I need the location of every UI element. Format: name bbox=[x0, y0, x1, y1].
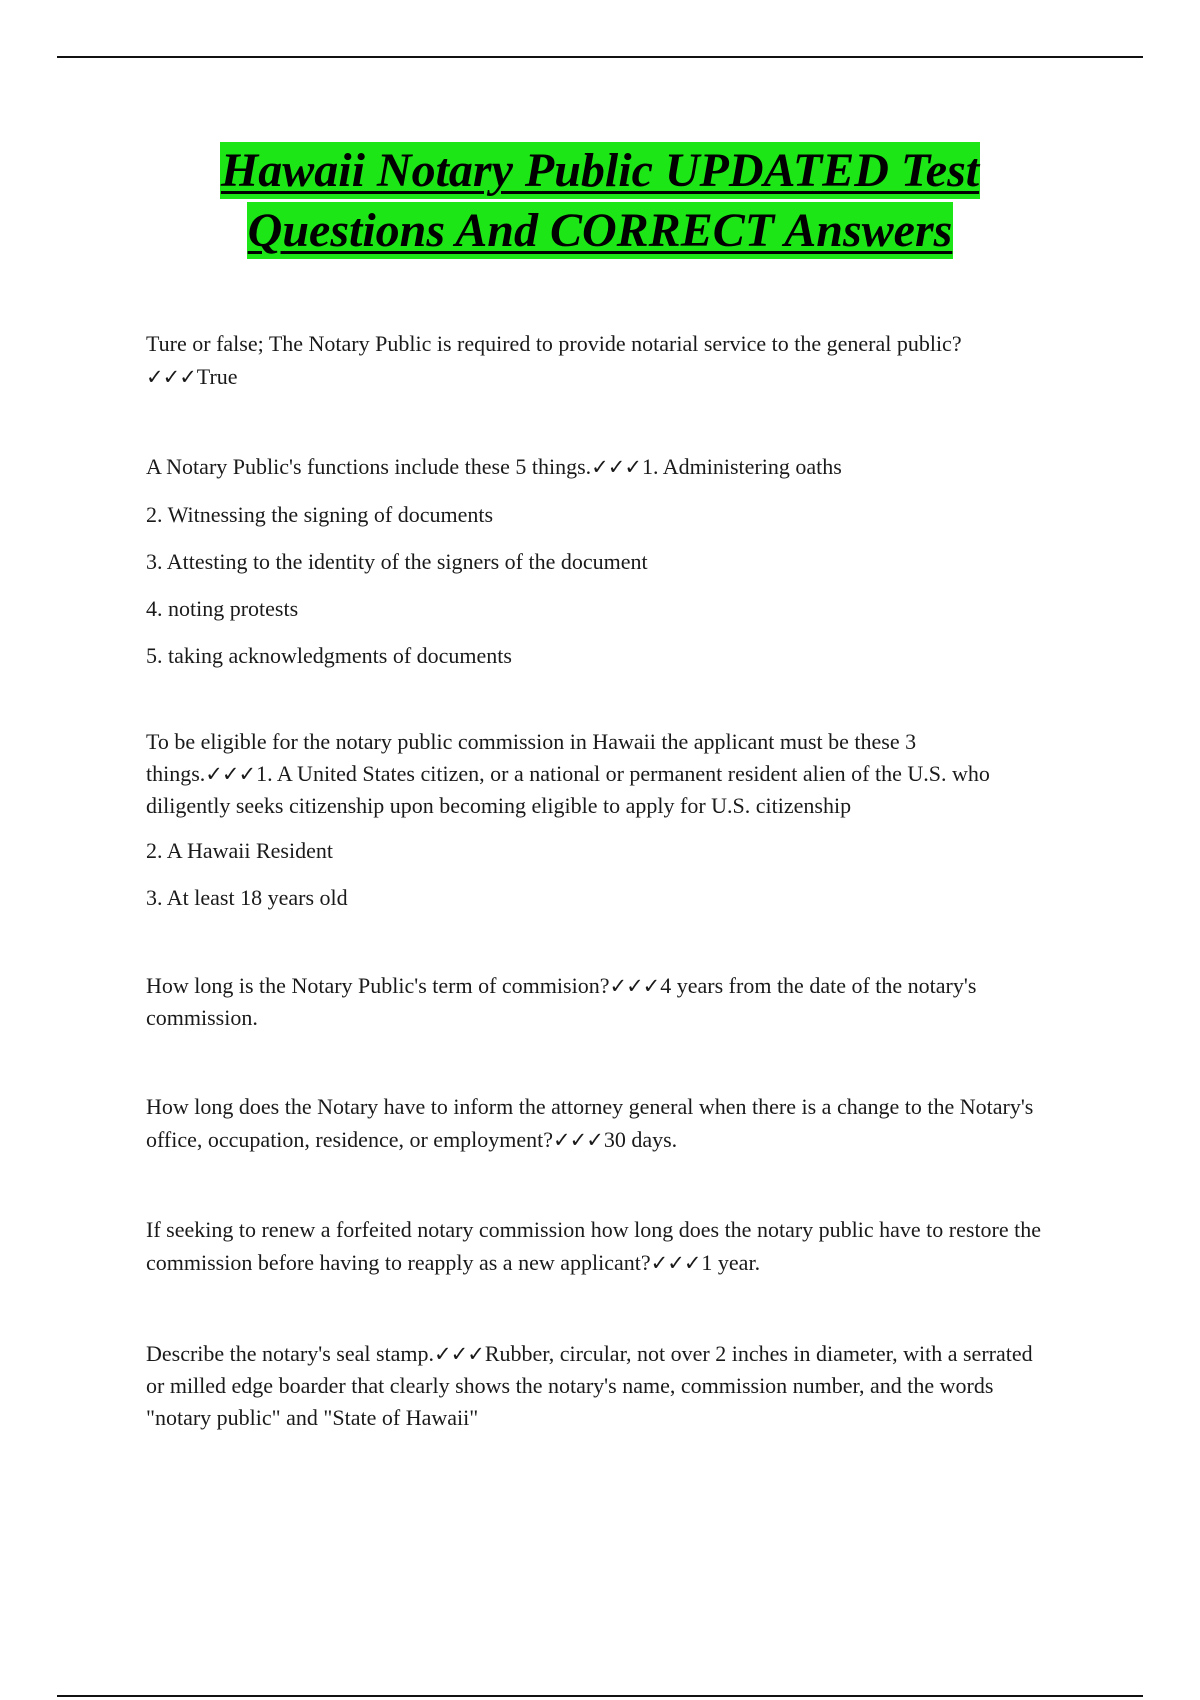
answer-5: 30 days. bbox=[603, 1127, 678, 1152]
question-3: To be eligible for the notary public commission in Hawaii the applicant must be these 3 things. bbox=[146, 729, 917, 786]
question-7: Describe the notary's seal stamp. bbox=[146, 1341, 435, 1366]
list-item: 3. At least 18 years old bbox=[146, 885, 348, 910]
bottom-rule bbox=[57, 1695, 1143, 1697]
checkmarks-icon: ✓✓✓ bbox=[591, 455, 641, 479]
answer-1: True bbox=[196, 364, 238, 389]
answer-7: Rubber, circular, not over 2 inches in diameter, with a serrated or milled edge boarder that clearly shows the notary's name, commission number, and the words "notary public" and "State of Hawaii" bbox=[146, 1341, 1033, 1430]
list-item: 5. taking acknowledgments of documents bbox=[146, 643, 512, 668]
qa-item-2 bbox=[146, 450, 1046, 484]
answer-2: 1. Administering oaths bbox=[641, 454, 842, 479]
question-2: A Notary Public's functions include these 5 things. bbox=[146, 454, 592, 479]
answer-3: 1. A United States citizen, or a national or permanent resident alien of the U.S. who diligently seeks citizenship upon becoming eligible to apply for U.S. citizenship bbox=[146, 761, 990, 818]
checkmarks-icon: ✓✓✓ bbox=[553, 1128, 603, 1152]
answer-6: 1 year. bbox=[701, 1250, 761, 1275]
qa-content bbox=[146, 327, 1046, 1434]
question-4: How long is the Notary Public's term of commision? bbox=[146, 973, 610, 998]
qa-item-3 bbox=[146, 726, 1046, 822]
answer-4: 4 years from the date of the notary's commission. bbox=[146, 973, 977, 1030]
list-item: 3. Attesting to the identity of the signers of the document bbox=[146, 549, 648, 574]
qa-item-4 bbox=[146, 970, 1046, 1034]
qa-item-1 bbox=[146, 327, 1046, 394]
checkmarks-icon: ✓✓✓ bbox=[434, 1342, 484, 1366]
list-item: 2. A Hawaii Resident bbox=[146, 838, 333, 863]
qa-item-7 bbox=[146, 1338, 1046, 1434]
qa-item-5 bbox=[146, 1090, 1046, 1157]
title-line-2: Questions And CORRECT Answers bbox=[247, 204, 953, 257]
title-line-1: Hawaii Notary Public UPDATED Test bbox=[220, 144, 980, 197]
list-item: 4. noting protests bbox=[146, 596, 299, 621]
checkmarks-icon: ✓✓✓ bbox=[205, 762, 256, 786]
checkmarks-icon: ✓✓✓ bbox=[146, 365, 196, 389]
question-6: If seeking to renew a forfeited notary commission how long does the notary public have to restore the commission before having to reapply as a new applicant? bbox=[146, 1217, 1042, 1275]
question-1: Ture or false; The Notary Public is required to provide notarial service to the general public? bbox=[146, 331, 962, 356]
top-rule bbox=[57, 56, 1143, 58]
list-item: 2. Witnessing the signing of documents bbox=[146, 502, 494, 527]
checkmarks-icon: ✓✓✓ bbox=[609, 974, 660, 998]
qa-item-6 bbox=[146, 1213, 1046, 1280]
question-5: How long does the Notary have to inform the attorney general when there is a change to the Notary's office, occupation, residence, or employment? bbox=[146, 1094, 1034, 1152]
checkmarks-icon: ✓✓✓ bbox=[650, 1251, 701, 1275]
document-title bbox=[100, 142, 1100, 259]
